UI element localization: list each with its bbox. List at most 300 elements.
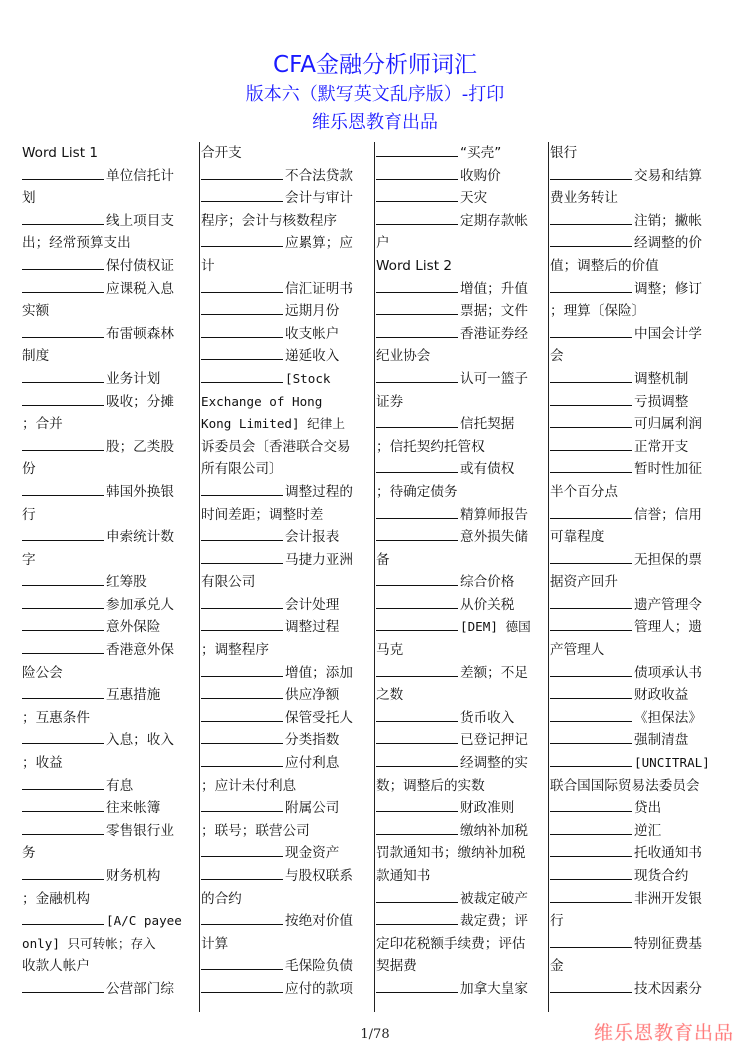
vocab-entry (376, 729, 544, 752)
vocab-entry (22, 368, 192, 391)
watermark: 维乐恩教育出品 (593, 1022, 734, 1044)
vocab-entry (22, 481, 192, 504)
vocab-continuation (376, 933, 544, 956)
answer-blank (22, 866, 104, 880)
entry-text: 现货合约 (634, 868, 689, 884)
entry-text: 计 (201, 257, 215, 274)
entry-text: 收购价 (460, 167, 501, 184)
entry-text: 天灾 (460, 190, 488, 207)
vocab-entry (201, 616, 369, 639)
vocab-entry (376, 910, 544, 933)
entry-text: 递延收入 (285, 348, 340, 365)
answer-blank (550, 392, 632, 406)
entry-text: 户 (376, 235, 390, 252)
entry-text: 制度 (22, 348, 50, 365)
entry-text: 业务计划 (106, 370, 161, 387)
entry-text: 财务机构 (106, 868, 161, 884)
vocab-continuation (550, 345, 718, 368)
vocab-continuation (550, 955, 718, 978)
entry-text: 经调整的价 (634, 235, 702, 252)
entry-text: 线上项目支 (106, 212, 174, 229)
entry-text: 保管受托人 (285, 709, 353, 726)
vocab-continuation (550, 910, 718, 933)
vocab-entry (201, 481, 369, 504)
entry-text: 逆汇 (634, 822, 662, 839)
vocab-continuation (22, 300, 192, 323)
entry-text: 字 (22, 551, 36, 568)
entry-text: 诉委员会〔香港联合交易 (201, 438, 351, 455)
vocab-continuation (201, 933, 369, 956)
vocab-continuation (376, 549, 544, 572)
answer-blank (376, 911, 458, 925)
entry-text: 非洲开发银 (634, 890, 702, 907)
vocab-continuation (201, 571, 369, 594)
vocab-continuation (550, 142, 718, 165)
page-number: 1/78 (360, 1027, 390, 1042)
vocab-continuation (22, 662, 192, 685)
answer-blank (201, 324, 283, 338)
entry-text: 不合法贷款 (285, 167, 353, 184)
entry-text: 数；调整后的实数 (376, 777, 485, 794)
vocab-continuation (550, 300, 718, 323)
answer-blank (201, 956, 283, 970)
answer-blank (550, 595, 632, 609)
answer-blank (201, 346, 283, 360)
entry-text: 调整；修订 (634, 280, 702, 297)
answer-blank (376, 708, 458, 722)
answer-blank (22, 776, 104, 790)
answer-blank (22, 166, 104, 180)
vocab-entry (376, 458, 544, 481)
entry-text: 强制清盘 (634, 732, 689, 749)
entry-text: 备 (376, 551, 390, 568)
entry-text: 附属公司 (285, 800, 340, 817)
vocab-continuation (22, 345, 192, 368)
answer-blank (550, 369, 632, 383)
entry-text: 合开支 (201, 145, 242, 161)
entry-text: 中国会计学 (634, 325, 702, 342)
entry-text: 所有限公司〕 (201, 461, 283, 478)
entry-text: 定期存款帐 (460, 212, 528, 229)
vocab-entry (22, 255, 192, 278)
answer-blank (201, 301, 283, 315)
answer-blank (550, 414, 632, 428)
vocab-continuation (201, 255, 369, 278)
entry-text: 罚款通知书；缴纳补加税 (376, 845, 526, 862)
answer-blank (201, 188, 283, 202)
vocab-entry (201, 910, 369, 933)
entry-text: 信汇证明书 (285, 280, 353, 297)
vocab-entry (550, 549, 718, 572)
entry-text: 亏损调整 (634, 393, 689, 410)
vocab-entry (376, 662, 544, 685)
word-list-heading: Word List 2 (376, 257, 452, 274)
entry-text: 遗产管理令 (634, 596, 702, 613)
answer-blank (550, 505, 632, 519)
answer-blank (376, 414, 458, 428)
vocab-continuation (376, 436, 544, 459)
entry-text: 务 (22, 845, 36, 862)
column-3 (374, 142, 544, 1012)
entry-text: 调整过程 (285, 619, 340, 636)
vocab-entry (376, 413, 544, 436)
entry-text: 缴纳补加税 (460, 822, 528, 839)
vocab-continuation (201, 820, 369, 843)
answer-blank (22, 437, 104, 451)
vocab-entry (201, 165, 369, 188)
entry-text: 公营部门综 (106, 980, 174, 997)
answer-blank (550, 324, 632, 338)
entry-text: 暂时性加征 (634, 461, 702, 478)
entry-text: 分类指数 (285, 732, 340, 749)
entry-text: 往来帐簿 (106, 800, 161, 817)
entry-text: 供应净额 (285, 687, 340, 704)
entry-text: 应累算；应 (285, 235, 353, 252)
vocab-continuation (22, 707, 192, 730)
vocab-entry (201, 187, 369, 210)
column-1 (22, 142, 192, 1012)
vocab-continuation (22, 413, 192, 436)
word-list-heading: Word List 1 (22, 145, 98, 161)
answer-blank (201, 527, 283, 541)
entry-text: 正常开支 (634, 438, 689, 455)
entry-text: 托收通知书 (634, 845, 702, 862)
vocab-entry (376, 797, 544, 820)
answer-blank (201, 663, 283, 677)
entry-text: 纪业协会 (376, 348, 431, 365)
entry-text: 毛保险负债 (285, 958, 353, 975)
vocab-entry (376, 616, 544, 639)
answer-blank (201, 550, 283, 564)
answer-blank (201, 730, 283, 744)
entry-text: 的合约 (201, 890, 242, 907)
vocab-entry (201, 594, 369, 617)
entry-text: 香港意外保 (106, 642, 174, 659)
vocab-entry (550, 368, 718, 391)
entry-text: 香港证券经 (460, 325, 528, 342)
vocab-entry (550, 413, 718, 436)
answer-blank (376, 572, 458, 586)
entry-text: 红筹股 (106, 574, 147, 591)
vocab-entry (376, 504, 544, 527)
vocab-entry (376, 210, 544, 233)
vocab-entry (201, 752, 369, 775)
entry-text: 会 (550, 348, 564, 365)
vocab-entry (201, 978, 369, 1001)
vocab-continuation (550, 481, 718, 504)
vocab-continuation (376, 481, 544, 504)
answer-blank (376, 798, 458, 812)
vocab-entry (22, 323, 192, 346)
entry-text: 贷出 (634, 800, 662, 817)
entry-text: 应课税入息 (106, 280, 174, 297)
entry-text: 银行 (550, 145, 578, 161)
entry-text: 被裁定破产 (460, 890, 528, 907)
entry-text: 调整过程的 (285, 483, 353, 500)
entry-text: ；合并 (22, 416, 63, 433)
entry-text: 单位信托计 (106, 167, 174, 184)
vocab-continuation (376, 391, 544, 414)
answer-blank (550, 889, 632, 903)
entry-text: 契据费 (376, 958, 417, 975)
vocab-entry (22, 436, 192, 459)
vocab-entry (201, 662, 369, 685)
vocab-entry (22, 865, 192, 888)
entry-text: 财政准则 (460, 800, 515, 817)
answer-blank (376, 889, 458, 903)
answer-blank (550, 843, 632, 857)
entry-text: 马捷力亚洲 (285, 551, 353, 568)
vocab-entry (376, 752, 544, 775)
vocab-entry (550, 933, 718, 956)
vocab-continuation (22, 933, 192, 956)
answer-blank (550, 233, 632, 247)
entry-text: 吸收；分摊 (106, 393, 174, 410)
vocab-entry (376, 526, 544, 549)
vocab-continuation (550, 775, 718, 798)
entry-text: 按绝对价值 (285, 913, 353, 930)
answer-blank (550, 798, 632, 812)
entry-text: 交易和结算 (634, 167, 702, 184)
entry-text: 韩国外换银 (106, 483, 174, 500)
entry-text: 收支帐户 (285, 325, 340, 342)
vocab-entry (201, 955, 369, 978)
vocab-entry (550, 978, 718, 1001)
answer-blank (550, 934, 632, 948)
vocab-entry (550, 865, 718, 888)
answer-blank (201, 979, 283, 993)
vocab-continuation (22, 187, 192, 210)
entry-text: 《担保法》 (634, 709, 702, 726)
answer-blank (550, 753, 632, 767)
answer-blank (550, 550, 632, 564)
vocab-entry (550, 707, 718, 730)
vocab-entry (550, 616, 718, 639)
entry-text: ；应计未付利息 (201, 777, 297, 794)
entry-text: 已登记押记 (460, 732, 528, 749)
entry-text: 认可一篮子 (460, 370, 528, 387)
entry-text: 定印花税额手续费；评估 (376, 935, 526, 952)
vocab-entry (22, 526, 192, 549)
answer-blank (201, 233, 283, 247)
entry-text: 增值；升值 (460, 280, 528, 297)
vocab-entry (550, 278, 718, 301)
vocab-entry (376, 978, 544, 1001)
vocab-entry (376, 707, 544, 730)
entry-text: 可靠程度 (550, 529, 605, 546)
entry-text: ；调整程序 (201, 642, 269, 659)
answer-blank (22, 979, 104, 993)
entry-text: [Stock (285, 370, 331, 386)
entry-text: 应付利息 (285, 755, 340, 772)
vocab-entry (376, 594, 544, 617)
entry-text: 意外保险 (106, 619, 161, 636)
answer-blank (201, 843, 283, 857)
word-list-columns (22, 142, 722, 1012)
vocab-entry (201, 232, 369, 255)
entry-text: 保付债权证 (106, 257, 174, 274)
vocab-continuation (22, 458, 192, 481)
answer-blank (201, 369, 283, 383)
entry-text: 远期月份 (285, 303, 340, 320)
answer-blank (550, 730, 632, 744)
entry-text: 裁定费；评 (460, 913, 528, 930)
answer-blank (22, 256, 104, 270)
vocab-entry (201, 865, 369, 888)
vocab-continuation (22, 232, 192, 255)
entry-text: 特别征费基 (634, 935, 702, 952)
answer-blank (550, 459, 632, 473)
entry-text: [UNCITRAL] (634, 755, 710, 771)
vocab-entry (22, 391, 192, 414)
vocab-continuation (22, 752, 192, 775)
answer-blank (550, 708, 632, 722)
entry-text: 费业务转让 (550, 190, 618, 207)
entry-text: ；信托契约托管权 (376, 438, 485, 455)
vocab-entry (22, 165, 192, 188)
entry-text: 信誉；信用 (634, 506, 702, 523)
answer-blank (201, 753, 283, 767)
vocab-entry (550, 820, 718, 843)
entry-text: 份 (22, 461, 36, 478)
answer-blank (376, 595, 458, 609)
answer-blank (376, 459, 458, 473)
vocab-entry (550, 752, 718, 775)
entry-text: 差额；不足 (460, 664, 528, 681)
entry-text: 无担保的票 (634, 551, 702, 568)
entry-text: 精算师报告 (460, 506, 528, 523)
entry-text: 收款人帐户 (22, 958, 90, 975)
entry-text: 划 (22, 190, 36, 207)
answer-blank (201, 482, 283, 496)
vocab-entry (550, 165, 718, 188)
entry-text: 程序；会计与核数程序 (201, 212, 337, 229)
vocab-entry (376, 300, 544, 323)
vocab-entry (22, 571, 192, 594)
vocab-continuation (22, 842, 192, 865)
document-title: CFA金融分析师词汇 (273, 52, 477, 78)
vocab-continuation (376, 345, 544, 368)
entry-text: 参加承兑人 (106, 596, 174, 613)
answer-blank (550, 821, 632, 835)
entry-text: 财政收益 (634, 687, 689, 704)
entry-text: ；理算〔保险〕 (550, 303, 646, 320)
entry-text: ；互惠条件 (22, 709, 90, 726)
vocab-entry (201, 345, 369, 368)
vocab-entry (201, 278, 369, 301)
entry-text: 与股权联系 (285, 868, 353, 884)
vocab-entry (22, 910, 192, 933)
entry-text: 加拿大皇家 (460, 980, 528, 997)
vocab-entry (201, 707, 369, 730)
entry-text: 布雷顿森林 (106, 325, 174, 342)
entry-text: 经调整的实 (460, 755, 528, 772)
entry-text: 意外损失储 (460, 529, 528, 546)
entry-text: 股；乙类股 (106, 438, 174, 455)
vocab-entry (376, 278, 544, 301)
vocab-entry (201, 526, 369, 549)
vocab-entry (22, 978, 192, 1001)
answer-blank (376, 505, 458, 519)
vocab-continuation (376, 842, 544, 865)
answer-blank (550, 866, 632, 880)
vocab-entry (376, 323, 544, 346)
answer-blank (550, 279, 632, 293)
vocab-continuation (550, 639, 718, 662)
vocab-continuation (201, 436, 369, 459)
vocab-continuation (376, 232, 544, 255)
answer-blank (22, 279, 104, 293)
vocab-entry (550, 888, 718, 911)
answer-blank (376, 301, 458, 315)
entry-text: 会计报表 (285, 529, 340, 546)
column-2 (199, 142, 369, 1012)
answer-blank (376, 211, 458, 225)
vocab-entry (550, 729, 718, 752)
entry-text: 金 (550, 958, 564, 975)
answer-blank (201, 685, 283, 699)
answer-blank (376, 188, 458, 202)
vocab-continuation (22, 549, 192, 572)
vocab-entry (550, 436, 718, 459)
entry-text: 申索统计数 (106, 529, 174, 546)
vocab-entry (550, 232, 718, 255)
entry-text: 现金资产 (285, 845, 340, 862)
entry-text: ；收益 (22, 755, 63, 772)
vocab-entry (22, 684, 192, 707)
answer-blank (201, 279, 283, 293)
vocab-entry (201, 797, 369, 820)
entry-text: [DEM] 德国 (460, 619, 531, 635)
vocab-continuation (550, 571, 718, 594)
vocab-continuation (376, 865, 544, 888)
entry-text: 行 (22, 506, 36, 523)
entry-text: 注销；撇帐 (634, 212, 702, 229)
answer-blank (550, 437, 632, 451)
vocab-entry (22, 729, 192, 752)
vocab-continuation (376, 955, 544, 978)
vocab-entry (22, 820, 192, 843)
vocab-entry (201, 729, 369, 752)
vocab-entry (550, 797, 718, 820)
answer-blank (376, 279, 458, 293)
entry-text: 时间差距；调整时差 (201, 506, 324, 523)
vocab-entry (550, 391, 718, 414)
answer-blank (376, 324, 458, 338)
answer-blank (22, 369, 104, 383)
entry-text: 互惠措施 (106, 687, 161, 704)
entry-text: 债项承认书 (634, 664, 702, 681)
entry-text: 计算 (201, 935, 229, 952)
entry-text: 值；调整后的价值 (550, 257, 659, 274)
entry-text: 从价关税 (460, 596, 515, 613)
vocab-entry (22, 616, 192, 639)
entry-text: 行 (550, 913, 564, 930)
entry-text: Kong Limited] 纪律上 (201, 416, 345, 432)
vocab-continuation (376, 775, 544, 798)
vocab-entry (550, 662, 718, 685)
answer-blank (22, 482, 104, 496)
answer-blank (376, 143, 458, 157)
answer-blank (550, 166, 632, 180)
answer-blank (376, 166, 458, 180)
answer-blank (550, 979, 632, 993)
answer-blank (376, 617, 458, 631)
vocab-entry (550, 210, 718, 233)
answer-blank (550, 685, 632, 699)
vocab-continuation (550, 187, 718, 210)
document-publisher: 维乐恩教育出品 (312, 112, 438, 133)
